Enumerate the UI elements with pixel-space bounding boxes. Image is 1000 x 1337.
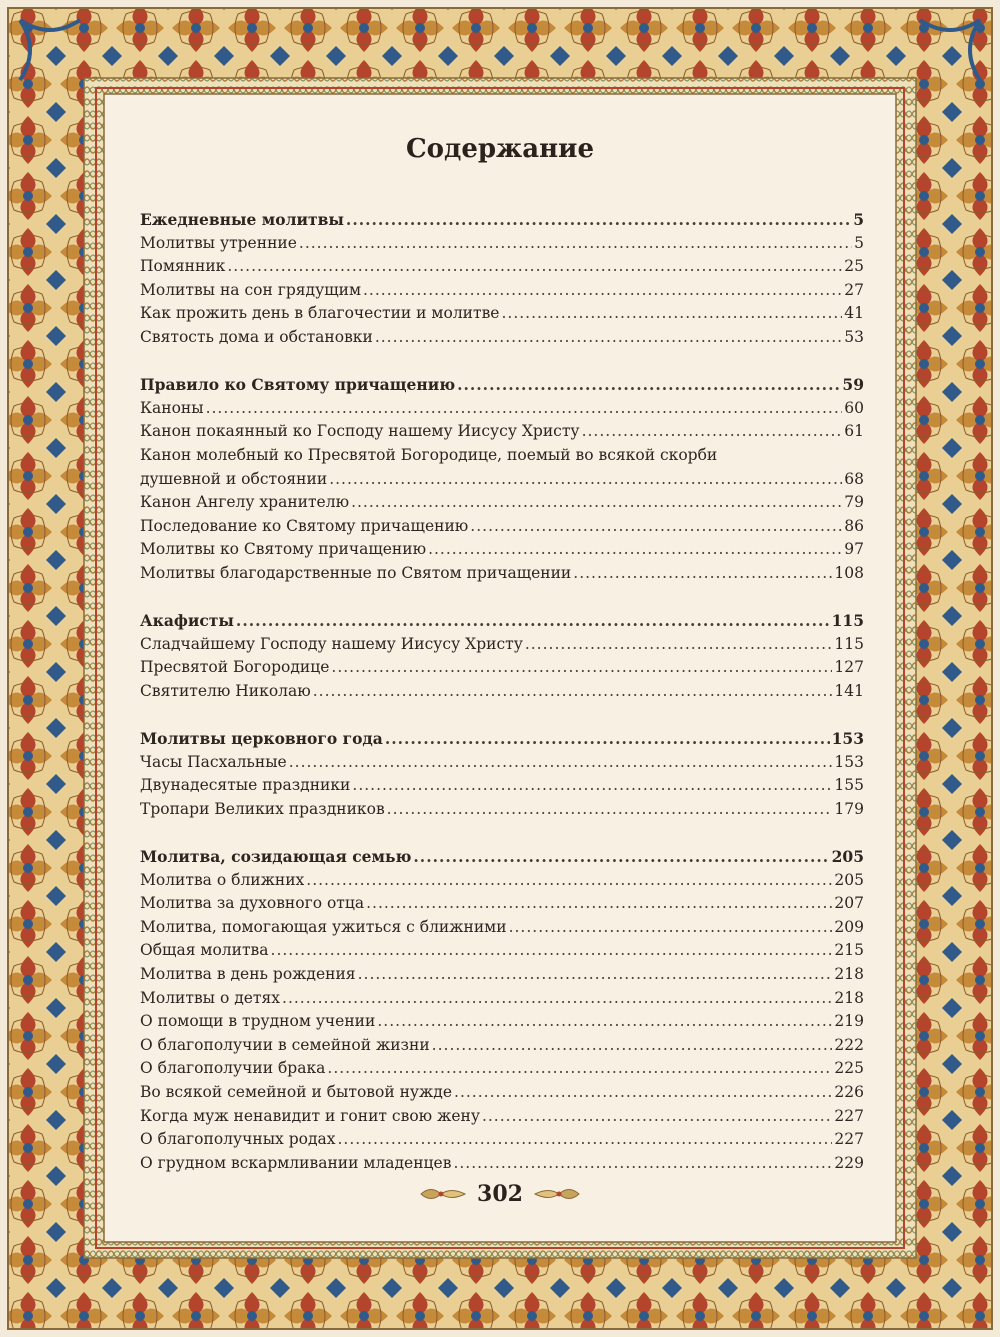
toc-label: Тропари Великих праздников — [140, 799, 385, 818]
toc-entry — [140, 774, 864, 798]
toc-entry — [140, 1057, 864, 1081]
toc-page-number: 108 — [834, 563, 864, 582]
toc-leader-dots — [457, 373, 840, 397]
toc-entry — [140, 751, 864, 775]
toc-leader-dots — [387, 798, 833, 822]
toc-entry — [140, 680, 864, 704]
toc-entry — [140, 939, 864, 963]
toc-leader-dots — [454, 1081, 832, 1105]
toc-page-number: 27 — [844, 280, 864, 299]
toc-page-number: 207 — [834, 894, 864, 913]
toc-page-number: 53 — [844, 327, 864, 346]
toc-page-number: 59 — [842, 375, 864, 395]
toc-leader-dots — [329, 468, 842, 492]
toc-entry — [140, 232, 864, 256]
toc-page-number: 86 — [844, 516, 864, 535]
toc-entry — [140, 515, 864, 539]
toc-leader-dots — [351, 491, 842, 515]
toc-page-number: 229 — [834, 1153, 864, 1172]
toc-leader-dots — [470, 515, 842, 539]
toc-page-number: 218 — [834, 988, 864, 1007]
toc-label: душевной и обстоянии — [140, 469, 328, 488]
toc-label: Ежедневные молитвы — [140, 210, 344, 229]
toc-label: Канон покаянный ко Господу нашему Иисусу Христу — [140, 422, 580, 441]
toc-leader-dots — [327, 1057, 832, 1081]
toc-label: Общая молитва — [140, 941, 269, 960]
toc-section-heading — [140, 208, 864, 232]
toc-leader-dots — [358, 963, 833, 987]
toc-leader-dots — [338, 1128, 833, 1152]
toc-leader-dots — [582, 420, 843, 444]
toc-page-number: 155 — [834, 776, 864, 795]
page-title: Содержание — [405, 134, 595, 164]
toc-entry — [140, 538, 864, 562]
toc-page-number: 141 — [834, 681, 864, 700]
toc-entry — [140, 1010, 864, 1034]
toc-entry — [140, 798, 864, 822]
toc-entry — [140, 255, 864, 279]
toc-label: Двунадесятые праздники — [140, 776, 351, 795]
toc-page-number: 205 — [834, 870, 864, 889]
toc-section-heading — [140, 727, 864, 751]
toc-leader-dots — [385, 727, 830, 751]
page-number-ornament-icon — [533, 1183, 581, 1205]
toc-label: Как прожить день в благочестии и молитве — [140, 304, 500, 323]
toc-page-number: 68 — [844, 469, 864, 488]
toc-page-number: 225 — [834, 1059, 864, 1078]
toc-page-number: 205 — [831, 847, 864, 867]
toc-page-number: 218 — [834, 965, 864, 983]
toc-label: О благополучных родах — [140, 1130, 336, 1149]
toc-leader-dots — [428, 538, 842, 562]
toc-page-number: 79 — [844, 493, 864, 512]
toc-leader-dots — [289, 751, 833, 775]
toc-entry — [140, 656, 864, 680]
toc-page-number: 115 — [831, 611, 864, 631]
toc-page-number: 222 — [834, 1035, 864, 1054]
toc-entry — [140, 1034, 864, 1058]
toc-page-number: 153 — [834, 752, 864, 771]
toc-label: Последование ко Святому причащению — [140, 516, 469, 535]
toc-leader-dots — [271, 939, 833, 963]
toc-leader-dots — [331, 656, 832, 680]
toc-leader-dots — [282, 987, 832, 1011]
toc-label: Правило ко Святому причащению — [140, 375, 456, 395]
toc-page-number: 179 — [834, 799, 864, 818]
toc-entry — [140, 987, 864, 1011]
toc-label: Молитва, созидающая семью — [140, 847, 412, 867]
toc-leader-dots — [509, 916, 833, 940]
toc-label: Молитвы на сон грядущим — [140, 280, 361, 299]
table-of-contents — [140, 208, 864, 1175]
toc-entry-first-line: Канон молебный ко Пресвятой Богородице, поемый во всякой скорби — [140, 445, 718, 464]
toc-leader-dots — [377, 1010, 832, 1034]
toc-entry — [140, 420, 864, 444]
toc-leader-dots — [573, 562, 832, 586]
toc-leader-dots — [227, 255, 842, 279]
page-number: 302 — [477, 1181, 523, 1207]
toc-label: Пресвятой Богородице — [140, 658, 330, 677]
toc-label: Святителю Николаю — [140, 681, 311, 700]
toc-leader-dots — [366, 892, 832, 916]
toc-label: Часы Пасхальные — [140, 752, 287, 771]
toc-entry — [140, 1081, 864, 1105]
toc-label: О грудном вскармливании младенцев — [140, 1153, 452, 1172]
toc-page-number: 115 — [834, 634, 864, 653]
toc-leader-dots — [453, 1152, 832, 1176]
toc-leader-dots — [525, 633, 833, 657]
toc-entry — [140, 1152, 864, 1176]
toc-entry — [140, 963, 864, 987]
toc-page-number: 209 — [834, 917, 864, 936]
toc-leader-dots — [413, 845, 829, 869]
page-footer — [112, 1181, 888, 1207]
toc-entry — [140, 279, 864, 303]
toc-leader-dots — [346, 208, 851, 232]
toc-section-heading — [140, 373, 864, 397]
toc-page-number: 5 — [853, 210, 864, 229]
toc-leader-dots — [501, 302, 842, 326]
toc-entry — [140, 397, 864, 421]
toc-label: Молитвы ко Святому причащению — [140, 540, 427, 559]
toc-label: Молитвы церковного года — [140, 729, 383, 749]
toc-entry — [140, 869, 864, 893]
toc-page-number: 60 — [844, 398, 864, 417]
toc-page-number: 61 — [844, 422, 864, 441]
toc-label: Когда муж ненавидит и гонит свою жену — [140, 1106, 480, 1125]
toc-leader-dots — [236, 609, 830, 633]
toc-label: Канон Ангелу хранителю — [140, 493, 350, 512]
toc-section-heading — [140, 845, 864, 869]
toc-label: Молитвы утренние — [140, 233, 297, 252]
toc-label: Молитвы благодарственные по Святом причащении — [140, 563, 572, 582]
toc-label: Акафисты — [140, 611, 234, 631]
toc-section-heading — [140, 609, 864, 633]
toc-page-number: 227 — [834, 1106, 864, 1125]
toc-leader-dots — [299, 232, 852, 256]
toc-entry — [140, 1105, 864, 1129]
toc-label: Каноны — [140, 398, 204, 417]
toc-page-number: 227 — [834, 1130, 864, 1149]
toc-entry — [140, 892, 864, 916]
toc-page-number: 5 — [854, 233, 864, 252]
toc-page-number: 215 — [834, 941, 864, 960]
toc-entry — [140, 1128, 864, 1152]
toc-label: О благополучии в семейной жизни — [140, 1035, 430, 1054]
toc-entry — [140, 491, 864, 515]
toc-label: О благополучии брака — [140, 1059, 326, 1078]
toc-page-number: 226 — [834, 1082, 864, 1101]
toc-entry — [140, 326, 864, 350]
toc-leader-dots — [206, 397, 843, 421]
toc-page-number: 153 — [831, 729, 864, 749]
toc-entry — [140, 562, 864, 586]
toc-page-number: 41 — [844, 304, 864, 323]
toc-page-number: 97 — [844, 540, 864, 559]
toc-label: Помянник — [140, 257, 226, 276]
toc-leader-dots — [375, 326, 842, 350]
toc-label: Сладчайшему Господу нашему Иисусу Христу — [140, 634, 523, 653]
toc-page-number: 25 — [844, 257, 864, 276]
page-content — [112, 98, 888, 1234]
toc-label: Молитва, помогающая ужиться с ближними — [140, 917, 507, 936]
toc-leader-dots — [313, 680, 833, 704]
toc-label: Святость дома и обстановки — [140, 327, 373, 346]
page-number-ornament-icon — [419, 1183, 467, 1205]
toc-leader-dots — [482, 1105, 832, 1129]
toc-label: Во всякой семейной и бытовой нужде — [140, 1082, 453, 1101]
toc-page-number: 219 — [834, 1012, 864, 1031]
toc-leader-dots — [363, 279, 842, 303]
toc-label: Молитва в день рождения — [140, 965, 356, 983]
toc-leader-dots — [352, 774, 832, 798]
toc-entry — [140, 302, 864, 326]
toc-entry — [140, 916, 864, 940]
toc-leader-dots — [306, 869, 832, 893]
toc-entry — [140, 633, 864, 657]
toc-leader-dots — [432, 1034, 833, 1058]
toc-label: Молитвы о детях — [140, 988, 281, 1007]
toc-label: Молитва за духовного отца — [140, 894, 365, 913]
toc-label: О помощи в трудном учении — [140, 1012, 376, 1031]
toc-label: Молитва о ближних — [140, 870, 305, 889]
toc-entry — [140, 468, 864, 492]
toc-page-number: 127 — [834, 658, 864, 677]
